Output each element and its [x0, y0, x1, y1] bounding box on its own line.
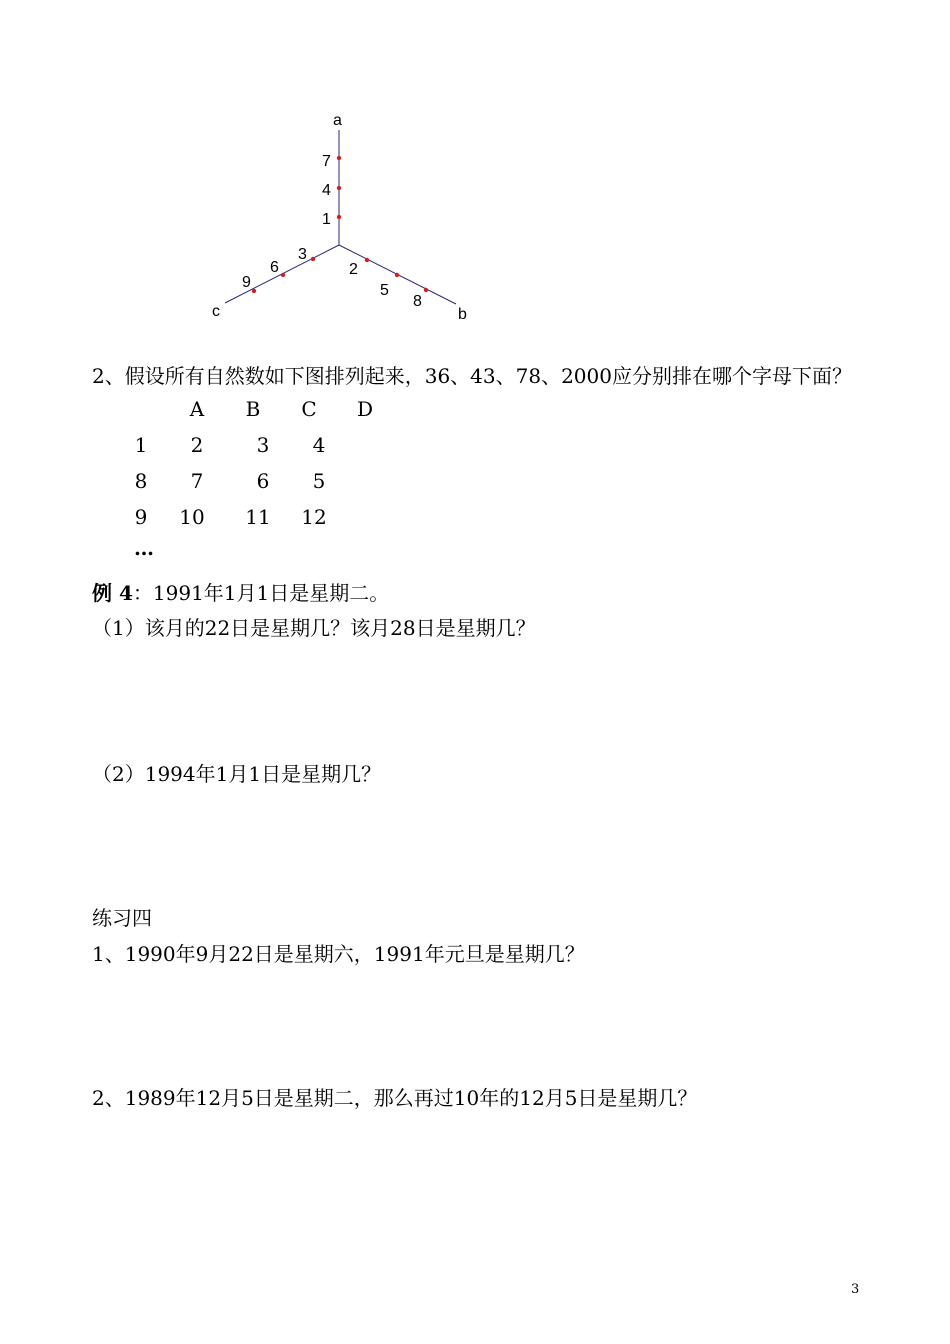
- grid-cell: 10: [179, 505, 205, 529]
- grid-cell: 7: [190, 469, 204, 493]
- num-b-8: 8: [413, 293, 422, 310]
- practice-title: 练习四: [92, 906, 152, 930]
- dot-a-7: [337, 156, 341, 160]
- example-4-part-2: （2）1994年1月1日是星期几？: [92, 762, 382, 786]
- label-b: b: [458, 306, 467, 323]
- num-b-2: 2: [349, 261, 358, 278]
- grid-cell: 5: [312, 469, 326, 493]
- grid-cell: 4: [312, 433, 326, 457]
- dot-b-8: [424, 288, 428, 292]
- dot-b-2: [365, 258, 369, 262]
- dot-a-1: [337, 215, 341, 219]
- page-number: 3: [851, 1282, 860, 1297]
- grid-ellipsis: …: [134, 536, 154, 560]
- num-c-9: 9: [242, 274, 251, 291]
- example-4-label: 例 4: [92, 581, 133, 605]
- num-a-1: 1: [322, 211, 331, 228]
- dot-c-6: [281, 273, 285, 277]
- grid-header-c: C: [301, 397, 317, 421]
- grid-header-b: B: [245, 397, 261, 421]
- num-a-4: 4: [322, 182, 331, 199]
- dot-a-4: [337, 186, 341, 190]
- dot-c-9: [252, 289, 256, 293]
- num-c-6: 6: [270, 259, 279, 276]
- practice-question-1: 1、1990年9月22日是星期六，1991年元旦是星期几？: [92, 942, 585, 966]
- label-a: a: [333, 112, 342, 129]
- grid-cell: 9: [134, 505, 148, 529]
- label-c: c: [212, 303, 220, 320]
- num-a-7: 7: [322, 153, 331, 170]
- question-2-text: 2、假设所有自然数如下图排列起来，36、43、78、2000应分别排在哪个字母下面？: [92, 364, 852, 388]
- example-4-text: ：1991年1月1日是星期二。: [132, 581, 390, 605]
- num-c-3: 3: [298, 246, 307, 263]
- three-ray-diagram: [0, 0, 950, 340]
- grid-header-a: A: [189, 397, 205, 421]
- num-b-5: 5: [380, 282, 389, 299]
- dot-b-5: [395, 273, 399, 277]
- grid-cell: 11: [245, 505, 271, 529]
- grid-cell: 2: [190, 433, 204, 457]
- practice-question-2: 2、1989年12月5日是星期二，那么再过10年的12月5日是星期几？: [92, 1086, 698, 1110]
- grid-cell: 1: [134, 433, 148, 457]
- grid-cell: 8: [134, 469, 148, 493]
- example-4-part-1: （1）该月的22日是星期几？该月28日是星期几？: [92, 616, 536, 640]
- grid-cell: 3: [256, 433, 270, 457]
- example-4: [92, 577, 389, 606]
- grid-header-d: D: [356, 397, 374, 421]
- grid-cell: 6: [256, 469, 270, 493]
- dot-c-3: [311, 257, 315, 261]
- grid-cell: 12: [301, 505, 327, 529]
